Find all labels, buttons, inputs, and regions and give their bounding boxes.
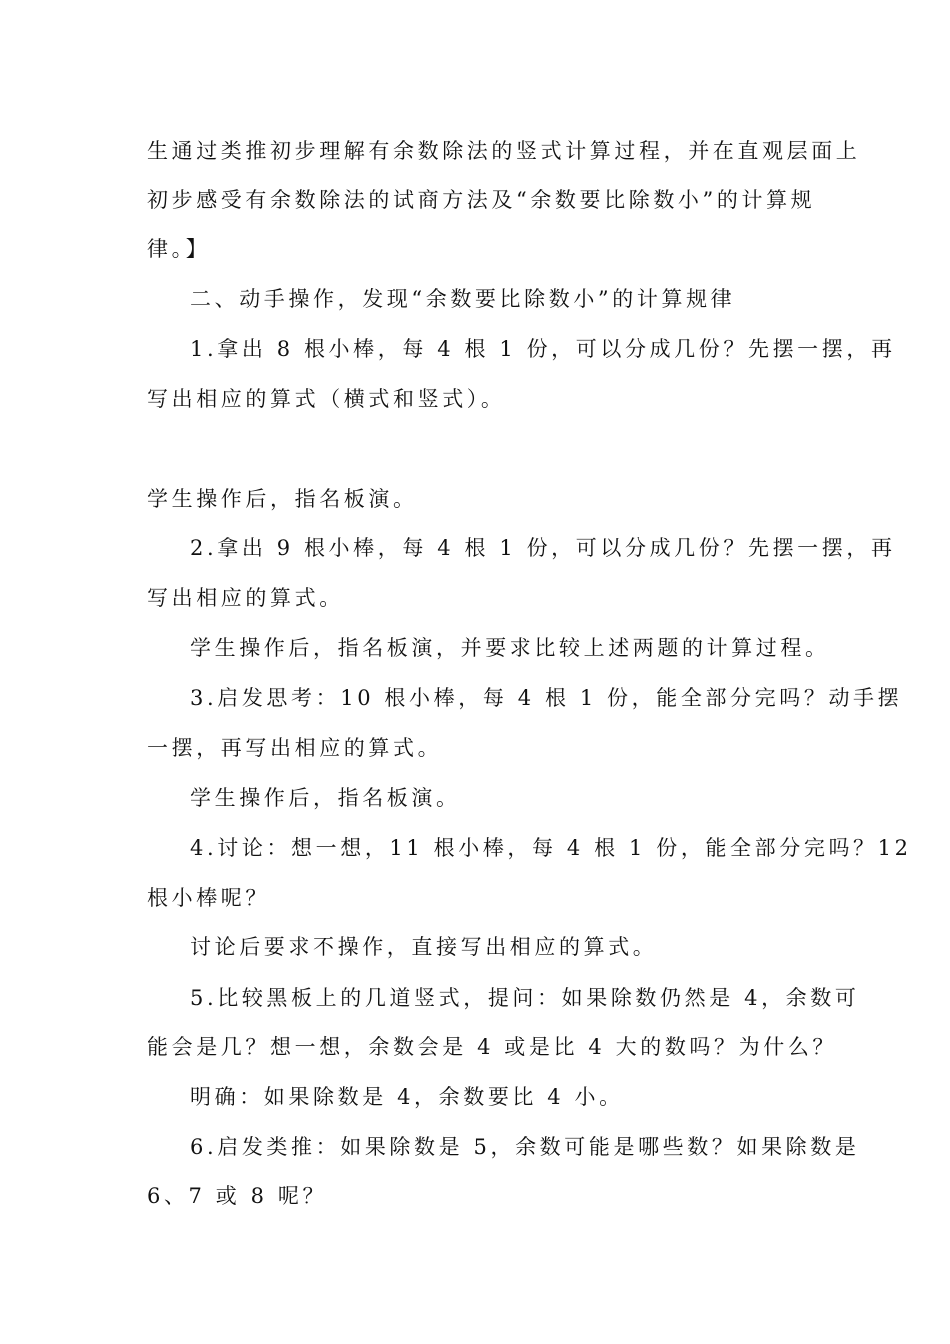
text-line: 生通过类推初步理解有余数除法的竖式计算过程，并在直观层面上 — [147, 139, 861, 163]
text-line: 5.比较黑板上的几道竖式，提问：如果除数仍然是 4，余数可 — [190, 986, 860, 1010]
text-line: 学生操作后，指名板演。 — [147, 487, 418, 511]
text-line: 3.启发思考：10 根小棒，每 4 根 1 份，能全部分完吗？动手摆 — [190, 686, 903, 710]
text-line: 6、7 或 8 呢？ — [147, 1184, 328, 1208]
text-line: 讨论后要求不操作，直接写出相应的算式。 — [190, 935, 658, 959]
text-line: 2.拿出 9 根小棒，每 4 根 1 份，可以分成几份？先摆一摆，再 — [190, 536, 896, 560]
text-line: 能会是几？想一想，余数会是 4 或是比 4 大的数吗？为什么？ — [147, 1035, 838, 1059]
text-line: 4.讨论：想一想，11 根小棒，每 4 根 1 份，能全部分完吗？12 — [190, 836, 912, 860]
text-line: 学生操作后，指名板演，并要求比较上述两题的计算过程。 — [190, 636, 830, 660]
text-line: 1.拿出 8 根小棒，每 4 根 1 份，可以分成几份？先摆一摆，再 — [190, 337, 896, 361]
section-heading: 二、动手操作，发现“余数要比除数小”的计算规律 — [190, 287, 736, 311]
text-line: 初步感受有余数除法的试商方法及“余数要比除数小”的计算规 — [147, 188, 816, 212]
text-line: 律。】 — [147, 237, 211, 261]
text-line: 写出相应的算式（横式和竖式）。 — [147, 387, 506, 411]
text-line: 根小棒呢？ — [147, 886, 270, 910]
text-line: 明确：如果除数是 4，余数要比 4 小。 — [190, 1085, 624, 1109]
text-line: 写出相应的算式。 — [147, 586, 344, 610]
text-line: 学生操作后，指名板演。 — [190, 786, 461, 810]
text-line: 一摆，再写出相应的算式。 — [147, 736, 443, 760]
text-line: 6.启发类推：如果除数是 5，余数可能是哪些数？如果除数是 — [190, 1135, 860, 1159]
